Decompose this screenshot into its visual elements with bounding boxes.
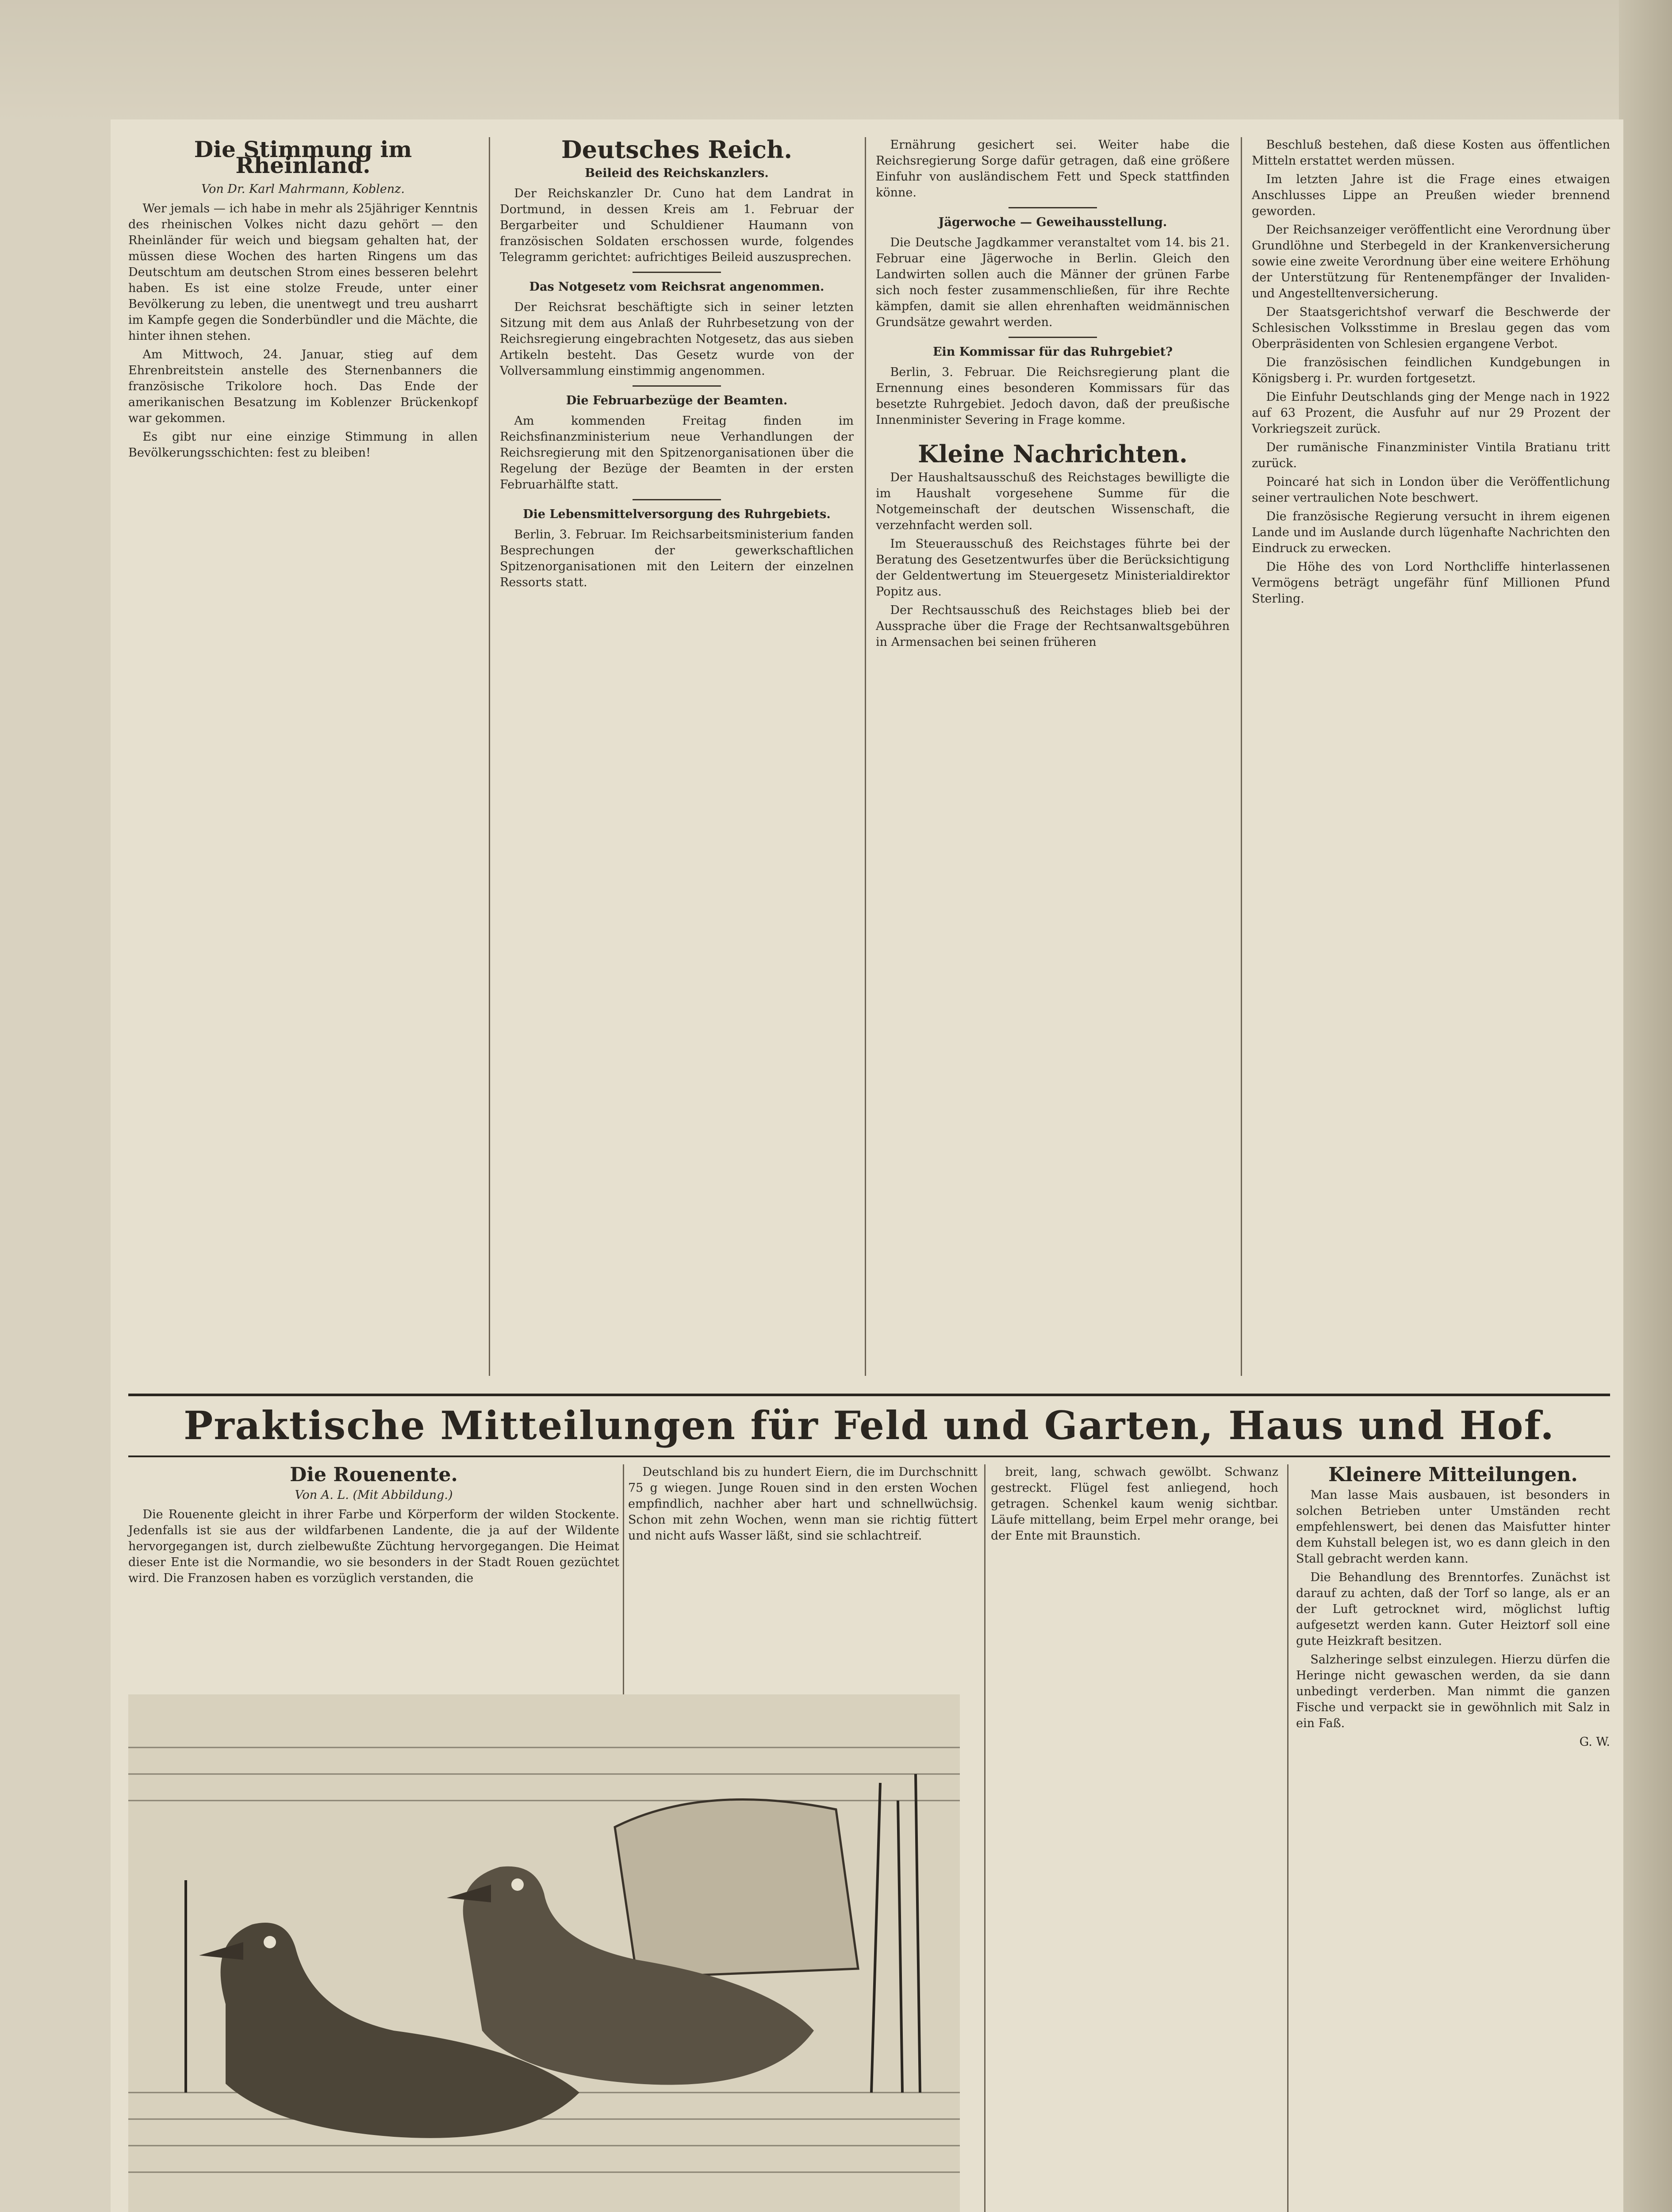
scan-background-top <box>0 0 1672 124</box>
paragraph: Salzheringe selbst einzulegen. Hierzu dürfen die Heringe nicht gewaschen werden, da sie dann unbedingt verderben. Man nimmt die ganzen Fische und verpackt sie in gewöhnlich mit Salz in ein Faß. <box>1296 1653 1610 1730</box>
section-rule <box>128 1394 1610 1396</box>
section-divider <box>633 272 721 273</box>
headline-kleine-nachrichten: Kleine Nachrichten. <box>918 440 1188 468</box>
headline-rouenente: Die Rouenente. <box>290 1463 458 1486</box>
paragraph: Im letzten Jahre ist die Frage eines etwaigen Anschlusses Lippe an Preußen wieder brennend geworden. <box>1252 173 1610 218</box>
paragraph: Der Haushaltsausschuß des Reichstages bewilligte die im Haushalt vorgesehene Summe für die Notgemeinschaft der deutschen Wissenschaft, die verzehnfacht werden soll. <box>876 471 1230 532</box>
article-rheinland <box>128 137 478 464</box>
column-four <box>1252 137 1610 610</box>
paragraph: Wer jemals — ich habe in mehr als 25jähriger Kenntnis des rheinischen Volkes nicht dazu gehört — den Rheinländer für weich und biegsam gehalten hat, der müssen diese Wochen des harten Ringens um das Deutschtum am deutschen Strom eines besseren belehrt haben. Es ist eine stolze Freude, unter einer Bevölkerung zu leben, die unentwegt und treu ausharrt im Kampfe gegen die Sonderbündler und die Mächte, die hinter ihnen stehen. <box>128 202 478 343</box>
article-rouenente <box>128 1464 619 1589</box>
paragraph: Die französischen feindlichen Kundgebungen in Königsberg i. Pr. wurden fortgesetzt. <box>1252 356 1610 385</box>
headline-kleinere-mitteilungen: Kleinere Mitteilungen. <box>1328 1463 1578 1486</box>
section-title: Die Lebensmittelversorgung des Ruhrgebiets. <box>523 507 831 521</box>
paragraph: Der Reichsrat beschäftigte sich in seiner letzten Sitzung mit dem aus Anlaß der Ruhrbesetzung von der Reichsregierung eingebrachten Notgesetz, das aus sieben Artikeln besteht. Das Gesetz wurde von der Vollversammlung einstimmig angenommen. <box>500 300 854 378</box>
section-divider <box>633 385 721 387</box>
signature: G. W. <box>1579 1735 1610 1749</box>
byline-rouenente: Von A. L. (Mit Abbildung.) <box>295 1488 453 1502</box>
paragraph: Poincaré hat sich in London über die Veröffentlichung seiner vertraulichen Note beschwert. <box>1252 475 1610 505</box>
headline-rheinland: Die Stimmung im Rheinland. <box>194 136 412 178</box>
paragraph: Im Steuerausschuß des Reichstages führte bei der Beratung des Gesetzentwurfes über die Berücksichtigung der Geldentwertung im Steuergesetz Ministerialdirektor Popitz aus. <box>876 537 1230 599</box>
paragraph: Beschluß bestehen, daß diese Kosten aus öffentlichen Mitteln erstattet werden müssen. <box>1252 138 1610 168</box>
article-deutsches-reich <box>500 137 854 593</box>
paragraph: Der Staatsgerichtshof verwarf die Beschwerde der Schlesischen Volksstimme in Breslau gegen das vom Oberpräsidenten von Schlesien ergangene Verbot. <box>1252 305 1610 351</box>
section-divider <box>633 499 721 500</box>
rouenente-continued <box>628 1464 978 1547</box>
section-divider <box>1009 337 1097 338</box>
section-title: Das Notgesetz vom Reichsrat angenommen. <box>529 280 824 294</box>
paragraph: Der Reichskanzler Dr. Cuno hat dem Landrat in Dortmund, in dessen Kreis am 1. Februar der Bergarbeiter und Schuldiener Haumann von französischen Soldaten erschossen wurde, folgendes Telegramm gerichtet: aufrichtiges Beileid auszusprechen. <box>500 187 854 264</box>
paragraph: Es gibt nur eine einzige Stimmung in allen Bevölkerungsschichten: fest zu bleiben! <box>128 430 478 460</box>
section-title: Die Februarbezüge der Beamten. <box>566 394 788 407</box>
paragraph: Die Deutsche Jagdkammer veranstaltet vom 14. bis 21. Februar eine Jägerwoche in Berlin. Gleich den Landwirten sollen auch die Männer der grünen Farbe sich noch fester zusammenschließen, für ihre Rechte kämpfen, damit sie allen ehrenhaften weidmännischen Grundsätze gewahrt werden. <box>876 236 1230 329</box>
section-divider <box>1009 207 1097 208</box>
banner-praktische-mitteilungen: Praktische Mitteilungen für Feld und Garten, Haus und Hof. <box>184 1402 1555 1448</box>
paragraph: Die Einfuhr Deutschlands ging der Menge nach in 1922 auf 63 Prozent, die Ausfuhr auf nur 29 Prozent der Vorkriegszeit zurück. <box>1252 390 1610 436</box>
paragraph: Die französische Regierung versucht in ihrem eigenen Lande und im Auslande durch lügenhafte Nachrichten den Eindruck zu erwecken. <box>1252 510 1610 555</box>
headline-deutsches-reich: Deutsches Reich. <box>561 135 793 164</box>
paragraph: Die Höhe des von Lord Northcliffe hinterlassenen Vermögens beträgt ungefähr fünf Millionen Pfund Sterling. <box>1252 560 1610 606</box>
column-three <box>876 137 1230 653</box>
paragraph: Deutschland bis zu hundert Eiern, die im Durchschnitt 75 g wiegen. Junge Rouen sind in den ersten Wochen empfindlich, nachher aber hart und schnellwüchsig. Schon mit zehn Wochen, wenn man sie richtig füttert und nicht aufs Wasser läßt, sind sie schlachtreif. <box>628 1465 978 1543</box>
section-title: Jägerwoche — Geweihausstellung. <box>938 215 1167 229</box>
paragraph: Die Behandlung des Brenntorfes. Zunächst ist darauf zu achten, daß der Torf so lange, als er an der Luft getrocknet wird, möglichst luftig aufgesetzt werden kann. Guter Heiztorf soll eine gute Heizkraft besitzen. <box>1296 1571 1610 1648</box>
column-rule <box>984 1464 986 2212</box>
column-rule <box>1287 1464 1289 2212</box>
paragraph: Am Mittwoch, 24. Januar, stieg auf dem Ehrenbreitstein anstelle des Sternenbanners die französische Trikolore hoch. Das Ende der amerikanischen Besatzung im Koblenzer Brückenkopf war gekommen. <box>128 348 478 425</box>
paragraph: Am kommenden Freitag finden im Reichsfinanzministerium neue Verhandlungen der Reichsregierung mit den Spitzenorganisationen über die Regelung der Bezüge der Beamten in der ersten Februarhälfte statt. <box>500 414 854 492</box>
paragraph: Der rumänische Finanzminister Vintila Bratianu tritt zurück. <box>1252 441 1610 470</box>
byline-rheinland: Von Dr. Karl Mahrmann, Koblenz. <box>201 182 405 196</box>
newspaper-page <box>111 119 1623 2212</box>
column-rule <box>865 137 866 1376</box>
article-kleinere-mitteilungen <box>1296 1464 1610 1753</box>
section-rule <box>128 1455 1610 1457</box>
paragraph: Der Reichsanzeiger veröffentlicht eine Verordnung über Grundlöhne und Sterbegeld in der Krankenversicherung sowie eine zweite Verordnung über eine weitere Erhöhung der Unterstützung für Rentenempfänger der Invaliden- und Angestelltenversicherung. <box>1252 223 1610 300</box>
paragraph: breit, lang, schwach gewölbt. Schwanz gestreckt. Flügel fest anliegend, hoch getragen. Schenkel kaum wenig sichtbar. Läufe mittellang, beim Erpel mehr orange, bei der Ente mit Braunstich. <box>991 1465 1278 1543</box>
page-edge <box>1619 0 1672 2212</box>
column-rule <box>489 137 490 1376</box>
paragraph: Ernährung gesichert sei. Weiter habe die Reichsregierung Sorge dafür getragen, daß eine größere Einfuhr von ausländischem Fett und Speck stattfinden könne. <box>876 138 1230 200</box>
section-title: Beileid des Reichskanzlers. <box>585 166 769 180</box>
duck-illustration <box>128 1694 960 2212</box>
rouenente-description <box>991 1464 1278 1547</box>
paragraph: Berlin, 3. Februar. Im Reichsarbeitsministerium fanden Besprechungen der gewerkschaftlichen Spitzenorganisationen mit den Leitern der einzelnen Ressorts statt. <box>500 528 854 589</box>
column-rule <box>1241 137 1242 1376</box>
section-title: Ein Kommissar für das Ruhrgebiet? <box>932 345 1173 359</box>
paragraph: Berlin, 3. Februar. Die Reichsregierung plant die Ernennung eines besonderen Kommissars für das besetzte Ruhrgebiet. Jedoch davon, daß der preußische Innenminister Severing in Frage komme. <box>876 365 1230 427</box>
paragraph: Man lasse Mais ausbauen, ist besonders in solchen Betrieben unter Umständen recht empfehlenswert, bei denen das Maisfutter hinter dem Kuhstall belegen ist, wo es dann gleich in den Stall gebracht werden kann. <box>1296 1488 1610 1566</box>
paragraph: Die Rouenente gleicht in ihrer Farbe und Körperform der wilden Stockente. Jedenfalls ist sie aus der wildfarbenen Landente, die ja auf der Wildente hervorgegangen ist, durch zielbewußte Züchtung hervorgegangen. Die Heimat dieser Ente ist die Normandie, wo sie besonders in der Stadt Rouen gezüchtet wird. Die Franzosen haben es vorzüglich verstanden, die <box>128 1508 619 1585</box>
paragraph: Der Rechtsausschuß des Reichstages blieb bei der Aussprache über die Frage der Rechtsanwaltsgebühren in Armensachen bei seinen früheren <box>876 603 1230 649</box>
